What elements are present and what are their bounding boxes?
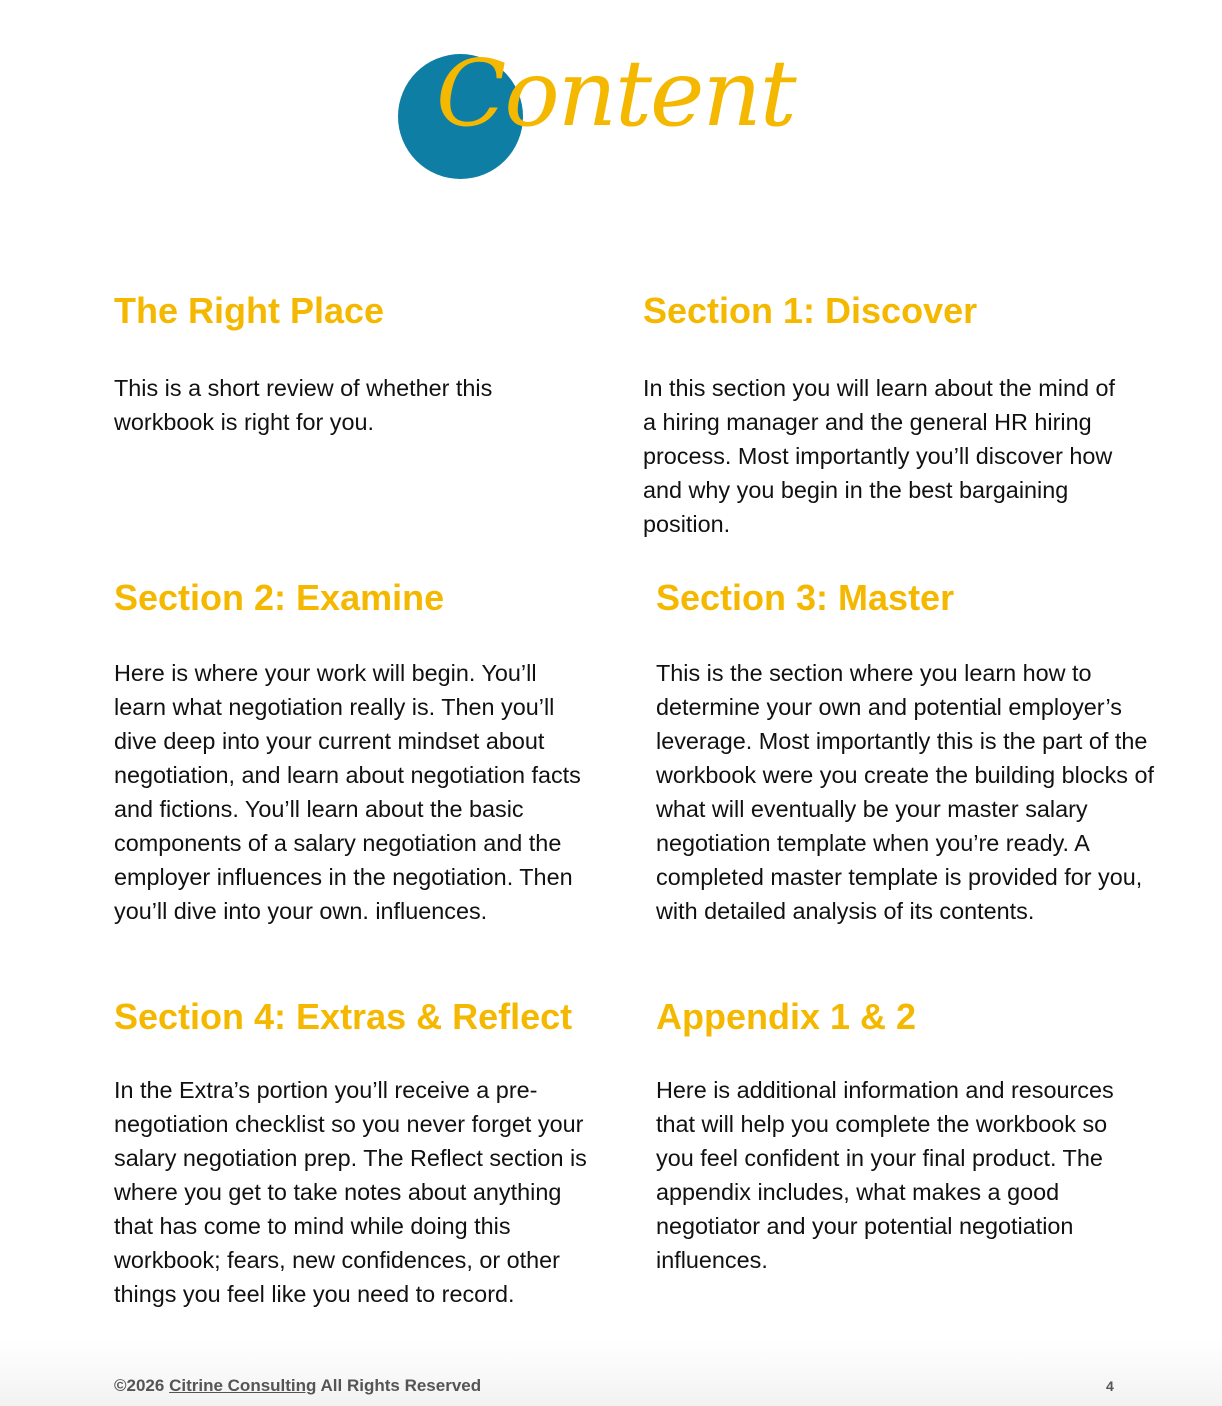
section-master	[656, 578, 1166, 928]
company-link[interactable]: Citrine Consulting	[169, 1376, 317, 1395]
footer-shade	[0, 1340, 1222, 1406]
section-body: In this section you will learn about the mind of a hiring manager and the general HR hiring process. Most importantly you’ll discover how and why you begin in the best bargaining position.	[643, 375, 1115, 537]
section-heading: The Right Place	[114, 290, 385, 331]
section-body: This is a short review of whether this workbook is right for you.	[114, 375, 493, 435]
page-title: Content	[436, 40, 795, 147]
section-discover	[643, 291, 1143, 541]
copyright-year: ©2026	[114, 1376, 165, 1395]
section-the-right-place	[114, 291, 614, 439]
section-body: This is the section where you learn how to determine your own and potential employer’s leverage. Most importantly this is the part of the workbook were you create the building blocks of what will eventually be your master salary negotiation template when you’re ready. A completed master template is provided for you, with detailed analysis of its contents.	[656, 660, 1154, 924]
section-heading: Appendix 1 & 2	[656, 996, 917, 1037]
page-number: 4	[1106, 1378, 1114, 1394]
section-heading: Section 3: Master	[656, 577, 955, 618]
section-appendix	[656, 997, 1156, 1277]
section-heading: Section 1: Discover	[643, 290, 978, 331]
footer-copyright	[114, 1376, 481, 1396]
section-body: In the Extra’s portion you’ll receive a pre-negotiation checklist so you never forget your salary negotiation prep. The Reflect section is where you get to take notes about anything that has come to mind while doing this workbook; fears, new confidences, or other things you feel like you need to record.	[114, 1077, 587, 1307]
content-title-logo	[398, 40, 795, 184]
rights-text: All Rights Reserved	[320, 1376, 482, 1395]
section-body: Here is where your work will begin. You’ll learn what negotiation really is. Then you’ll dive deep into your current mindset about negotiation, and learn about negotiation facts and fictions. You’ll learn about the basic components of a salary negotiation and the employer influences in the negotiation. Then you’ll dive into your own. influences.	[114, 660, 581, 924]
section-body: Here is additional information and resources that will help you complete the workbook so you feel confident in your final product. The appendix includes, what makes a good negotiator and your potential negotiation influences.	[656, 1077, 1114, 1273]
section-heading: Section 4: Extras & Reflect	[114, 996, 573, 1037]
section-extras-reflect	[114, 997, 614, 1311]
section-heading: Section 2: Examine	[114, 577, 445, 618]
section-examine	[114, 578, 614, 928]
